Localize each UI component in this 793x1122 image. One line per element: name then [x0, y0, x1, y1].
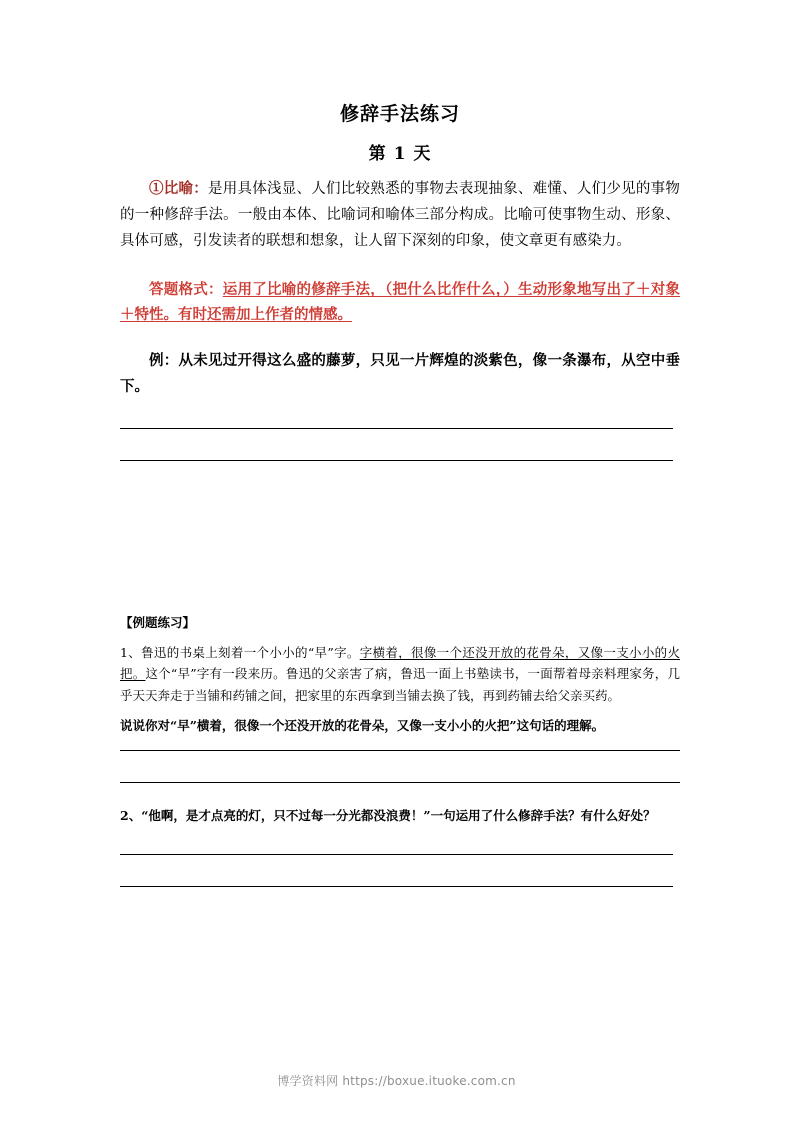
rule-gap	[120, 737, 680, 750]
exercise-2-question-text: “他啊，是才点亮的灯，只不过每一分光都没浪费！”一句运用了什么修辞手法？有什么好处？	[141, 807, 656, 823]
footer-watermark: 博学资料网 https://boxue.ituoke.com.cn	[277, 1074, 516, 1088]
exercise-1-passage-part2: 这个“早”字有一段来历。鲁迅的父亲害了病，鲁迅一面上书塾读书，一面帮着母亲料理家务，几乎天天奔走于当铺和药铺之间，把家里的东西拿到当铺去换了钱，再到药铺去给父亲买药。	[120, 666, 680, 703]
spacer	[120, 706, 680, 715]
answer-lines-example	[120, 400, 680, 461]
blank-work-area	[120, 461, 680, 613]
answer-line[interactable]	[120, 886, 673, 887]
answer-format-paragraph	[120, 255, 680, 329]
example-paragraph	[120, 328, 680, 400]
exercise-2-number: 2、	[120, 807, 142, 823]
exercise-1-number: 1、	[120, 644, 142, 660]
page-subtitle: 第 1 天	[368, 143, 432, 164]
exercise-1-passage	[120, 642, 680, 707]
exercise-1-passage-underlined: 字横着，很像一个还没开放的花骨朵，又像一支小小的火把。	[120, 644, 680, 682]
exercises-heading: 【例题练习】	[120, 614, 196, 630]
definition-paragraph	[120, 164, 680, 254]
spacer	[120, 633, 680, 642]
rule-gap	[120, 855, 680, 886]
example-text: 从未见过开得这么盛的藤萝，只见一片辉煌的淡紫色，像一条瀑布，从空中垂下。	[120, 352, 680, 395]
rule-gap	[120, 826, 680, 854]
answer-lines-exercise-2	[120, 826, 680, 887]
page-title: 修辞手法练习	[339, 103, 460, 125]
example-label: 例：	[149, 352, 179, 370]
exercise-2-question	[120, 805, 680, 827]
answer-format-label: 答题格式：	[149, 280, 223, 298]
rule-gap	[120, 429, 680, 460]
spacer	[120, 783, 680, 805]
exercise-1-question: 说说你对“早”横着，很像一个还没开放的花骨朵，又像一支小小的火把”这句话的理解。	[120, 718, 605, 734]
exercise-1-passage-part1: 鲁迅的书桌上刻着一个小小的“早”字。	[141, 644, 360, 660]
definition-body-text: 是用具体浅显、人们比较熟悉的事物去表现抽象、难懂、人们少见的事物的一种修辞手法。一般由本体、比喻词和喻体三部分构成。比喻可使事物生动、形象、具体可感，引发读者的联想和想象，让人留下深刻的印象，使文章更有感染力。	[120, 181, 680, 249]
definition-term-label: ①比喻：	[149, 180, 209, 198]
answer-lines-exercise-1	[120, 737, 680, 783]
page-content	[120, 0, 680, 887]
rule-gap	[120, 751, 680, 782]
answer-format-text: 运用了比喻的修辞手法，（把什么比作什么，）生动形象地写出了＋对象＋特性。有时还需加上作者的情感。	[120, 280, 680, 324]
rule-gap	[120, 400, 680, 428]
